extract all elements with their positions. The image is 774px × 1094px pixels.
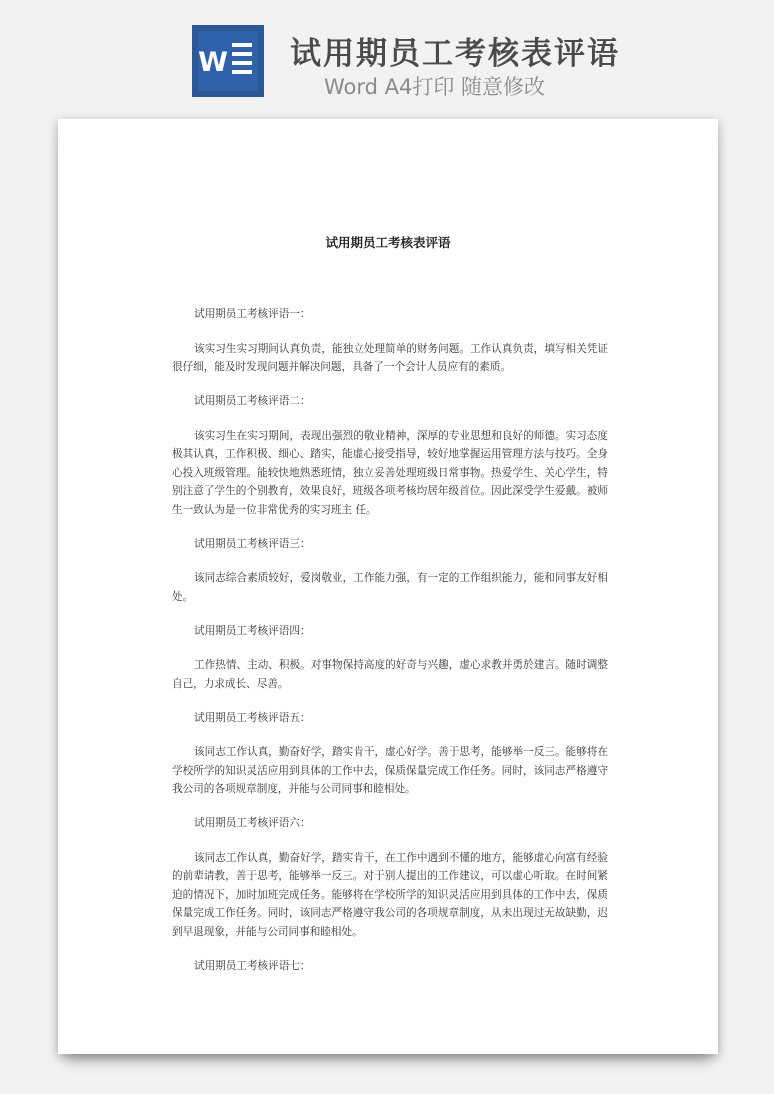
section-heading: 试用期员工考核评语一： [194,308,311,320]
paragraph: 该实习生在实习期间，表现出强烈的敬业精神，深厚的专业思想和良好的师德。实习态度极其认真，工作积极、细心、踏实，能虚心接受指导，较好地掌握运用管理方法与技巧。全身心投入班级管理。能较快地熟悉班情，独立妥善处理班级日常事物。热爱学生、关心学生，特别注意了学生的个别教育，效果良好，班级各项考核均居年级首位。因此深受学生爱戴。被师生一致认为是一位非常优秀的实习班主 任。 [172,429,608,516]
section-heading: 试用期员工考核评语七： [194,959,311,972]
document-title: 试用期员工考核表评语 [325,235,451,250]
section-heading: 试用期员工考核评语二： [194,395,311,407]
paragraph: 该同志工作认真，勤奋好学，踏实肯干，在工作中遇到不懂的地方，能够虚心向富有经验的前辈请教，善于思考，能够举一反三。对于别人提出的工作建议，可以虚心听取。在时间紧迫的情况下，加时加班完成任务。能够将在学校所学的知识灵活应用到具体的工作中去，保质保量完成工作任务。同时，该同志严格遵守我公司的各项规章制度，从未出现过无故缺勤，迟到早退现象，并能与公司同事和睦相处。 [172,851,608,938]
document-page [58,119,718,1054]
header-title: 试用期员工考核表评语 [290,36,620,72]
header-subtitle: Word A4打印 随意修改 [324,75,546,99]
paragraph: 工作热情、主动、积极。对事物保持高度的好奇与兴趣，虚心求教并勇於建言。随时调整自己，力求成长、尽善。 [172,659,608,690]
document-body [172,305,608,991]
paragraph: 该同志综合素质较好，爱岗敬业，工作能力强，有一定的工作组织能力，能和同事友好相处。 [172,572,608,603]
section-heading: 试用期员工考核评语六： [194,817,311,829]
paragraph: 该实习生实习期间认真负责，能独立处理简单的财务问题。工作认真负责，填写相关凭证很仔细，能及时发现问题并解决问题，具备了一个会计人员应有的素质。 [172,342,608,373]
section-heading: 试用期员工考核评语三： [194,537,311,550]
section-heading: 试用期员工考核评语四： [194,624,311,637]
word-document-icon [192,25,264,97]
word-logo-letter: W [198,47,228,78]
page-header [0,0,774,110]
section-heading: 试用期员工考核评语五： [194,711,311,724]
paragraph: 该同志工作认真，勤奋好学，踏实肯干，虚心好学。善于思考，能够举一反三。能够将在学校所学的知识灵活应用到具体的工作中去，保质保量完成工作任务。同时，该同志严格遵守我公司的各项规章制度，并能与公司同事和睦相处。 [172,746,608,795]
